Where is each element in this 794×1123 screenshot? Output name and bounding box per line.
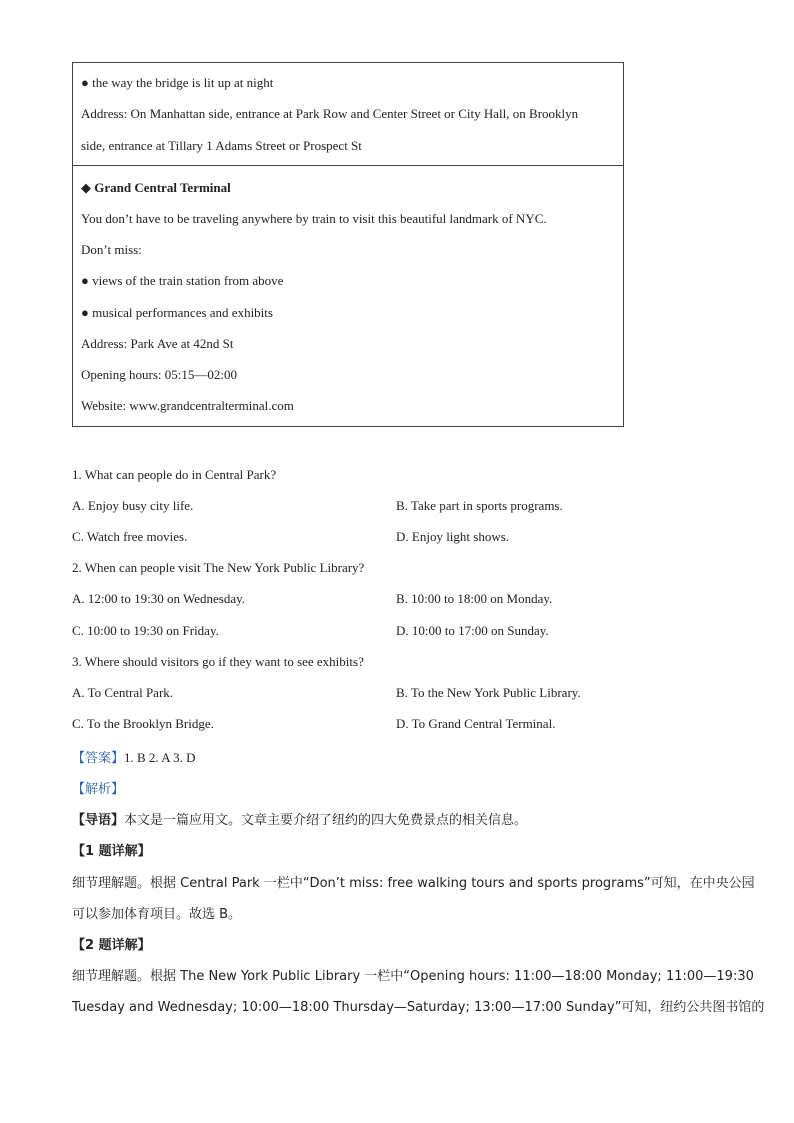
bullet-bridge-lit: ● the way the bridge is lit up at night bbox=[81, 75, 274, 90]
grand-central-intro: You don’t have to be traveling anywhere by train to visit this beautiful landmark of NYC. bbox=[81, 211, 547, 226]
q2-option-c: C. 10:00 to 19:30 on Friday. bbox=[72, 623, 219, 638]
grand-central-title: ◆ Grand Central Terminal bbox=[81, 180, 231, 195]
grand-central-hours: Opening hours: 05:15—02:00 bbox=[81, 367, 237, 382]
answer-line bbox=[72, 747, 196, 766]
analysis-label: 【解析】 bbox=[72, 782, 125, 797]
q3-option-b: B. To the New York Public Library. bbox=[396, 685, 581, 700]
bullet-performances: ● musical performances and exhibits bbox=[81, 305, 273, 320]
dont-miss-label: Don’t miss: bbox=[81, 242, 142, 257]
q3-option-a: A. To Central Park. bbox=[72, 685, 174, 700]
bridge-address-line-2: side, entrance at Tillary 1 Adams Street or Prospect St bbox=[81, 138, 362, 153]
question-3: 3. Where should visitors go if they want to see exhibits? bbox=[72, 654, 364, 669]
grand-central-address: Address: Park Ave at 42nd St bbox=[81, 336, 234, 351]
q1-detail-label: 【1 题详解】 bbox=[72, 844, 151, 859]
question-1: 1. What can people do in Central Park? bbox=[72, 467, 277, 482]
q1-detail-line-1: 细节理解题。根据 Central Park 一栏中“Don’t miss: free walking tours and sports programs”可知，在中央公园 bbox=[72, 876, 755, 891]
attraction-box-brooklyn-bridge bbox=[72, 62, 624, 166]
q1-option-b: B. Take part in sports programs. bbox=[396, 498, 563, 513]
q3-option-c: C. To the Brooklyn Bridge. bbox=[72, 716, 214, 731]
q2-option-b: B. 10:00 to 18:00 on Monday. bbox=[396, 591, 553, 606]
bridge-address-line-1: Address: On Manhattan side, entrance at Park Row and Center Street or City Hall, on Brooklyn bbox=[81, 106, 579, 121]
q1-option-c: C. Watch free movies. bbox=[72, 529, 188, 544]
q2-detail-line-2: Tuesday and Wednesday; 10:00—18:00 Thursday—Saturday; 13:00—17:00 Sunday”可知，纽约公共图书馆的 bbox=[72, 1000, 765, 1015]
guide-text: 本文是一篇应用文。文章主要介绍了纽约的四大免费景点的相关信息。 bbox=[124, 813, 528, 828]
question-2: 2. When can people visit The New York Public Library? bbox=[72, 560, 365, 575]
guide-label: 【导语】 bbox=[72, 813, 125, 828]
q1-option-a: A. Enjoy busy city life. bbox=[72, 498, 194, 513]
q2-option-d: D. 10:00 to 17:00 on Sunday. bbox=[396, 623, 549, 638]
answer-text: 1. B 2. A 3. D bbox=[124, 750, 196, 765]
answer-label: 【答案】 bbox=[72, 751, 125, 766]
guide-line bbox=[72, 809, 527, 828]
bullet-views: ● views of the train station from above bbox=[81, 273, 284, 288]
q2-option-a: A. 12:00 to 19:30 on Wednesday. bbox=[72, 591, 245, 606]
q1-detail-line-2: 可以参加体育项目。故选 B。 bbox=[72, 907, 242, 922]
q3-option-d: D. To Grand Central Terminal. bbox=[396, 716, 556, 731]
q2-detail-label: 【2 题详解】 bbox=[72, 938, 151, 953]
grand-central-website: Website: www.grandcentralterminal.com bbox=[81, 398, 294, 413]
attraction-box-grand-central bbox=[72, 165, 624, 427]
q1-option-d: D. Enjoy light shows. bbox=[396, 529, 510, 544]
q2-detail-line-1: 细节理解题。根据 The New York Public Library 一栏中“Opening hours: 11:00—18:00 Monday; 11:00—19:30 bbox=[72, 969, 754, 984]
